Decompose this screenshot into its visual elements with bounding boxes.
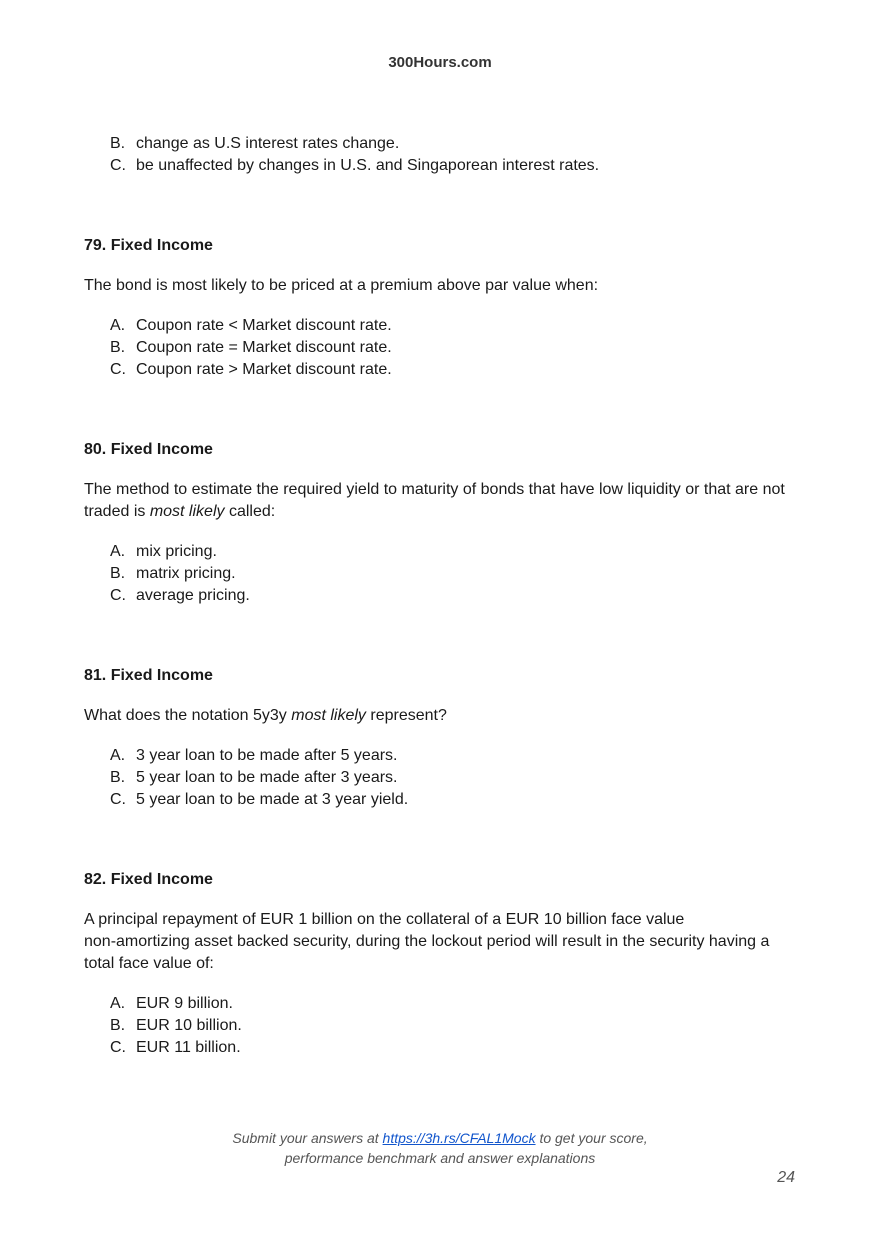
option-b: [84, 337, 796, 359]
option-text: Coupon rate > Market discount rate.: [136, 361, 392, 378]
option-letter: C.: [110, 791, 126, 808]
footer-text: to get your score,: [535, 1130, 648, 1146]
question-79: [84, 235, 796, 381]
option-list: [84, 541, 796, 607]
option-c: [84, 1037, 796, 1059]
option-text: EUR 9 billion.: [136, 995, 233, 1012]
option-text: Coupon rate = Market discount rate.: [136, 339, 392, 356]
stem-line-1: A principal repayment of EUR 1 billion on the collateral of a EUR 10 billion face value: [84, 911, 685, 928]
option-letter: B.: [110, 339, 126, 356]
question-title: 81. Fixed Income: [84, 667, 213, 684]
site-header: 300Hours.com: [388, 54, 492, 71]
option-text: be unaffected by changes in U.S. and Singaporean interest rates.: [136, 157, 600, 174]
option-letter: A.: [110, 995, 126, 1012]
footer-text: Submit your answers at: [232, 1130, 383, 1146]
footer-line-1: [0, 1128, 880, 1148]
option-text: matrix pricing.: [136, 565, 236, 582]
option-text: 5 year loan to be made at 3 year yield.: [136, 791, 409, 808]
option-c: [84, 789, 796, 811]
option-letter: C.: [110, 157, 126, 174]
question-title: 79. Fixed Income: [84, 237, 213, 254]
option-b: [84, 767, 796, 789]
carryover-question: [84, 133, 796, 177]
option-c: [84, 155, 796, 177]
option-list: [84, 315, 796, 381]
option-list: [84, 133, 796, 177]
question-80: [84, 439, 796, 607]
stem-text: represent?: [365, 707, 447, 724]
option-c: [84, 359, 796, 381]
option-letter: A.: [110, 543, 126, 560]
option-letter: A.: [110, 317, 126, 334]
option-a: [84, 315, 796, 337]
option-text: change as U.S interest rates change.: [136, 135, 400, 152]
option-letter: B.: [110, 1017, 126, 1034]
option-letter: C.: [110, 587, 126, 604]
footer-line-2: performance benchmark and answer explanations: [284, 1150, 596, 1166]
mock-exam-link[interactable]: https://3h.rs/CFAL1Mock: [382, 1130, 536, 1146]
option-text: Coupon rate < Market discount rate.: [136, 317, 392, 334]
option-text: EUR 11 billion.: [136, 1039, 241, 1056]
question-stem: The bond is most likely to be priced at a premium above par value when:: [84, 277, 599, 294]
option-list: [84, 993, 796, 1059]
page-number: 24: [777, 1169, 795, 1186]
stem-text: called:: [224, 503, 276, 520]
option-c: [84, 585, 796, 607]
stem-line-2: non-amortizing asset backed security, during the lockout period will result in the security having a total face value of:: [84, 933, 770, 972]
question-stem: [84, 705, 796, 727]
stem-text: What does the notation 5y3y: [84, 707, 292, 724]
question-stem: [84, 909, 796, 975]
page-footer: [0, 1128, 880, 1168]
stem-text: The method to estimate the required yield to maturity of bonds that have low liquidity or that are not traded is: [84, 481, 785, 520]
option-letter: B.: [110, 135, 126, 152]
option-text: 5 year loan to be made after 3 years.: [136, 769, 398, 786]
option-text: 3 year loan to be made after 5 years.: [136, 747, 398, 764]
option-letter: A.: [110, 747, 126, 764]
page-content: [84, 133, 796, 1059]
option-a: [84, 993, 796, 1015]
option-letter: C.: [110, 361, 126, 378]
option-list: [84, 745, 796, 811]
option-b: [84, 1015, 796, 1037]
option-b: [84, 563, 796, 585]
option-a: [84, 541, 796, 563]
option-a: [84, 745, 796, 767]
option-text: average pricing.: [136, 587, 250, 604]
option-letter: B.: [110, 565, 126, 582]
question-title: 80. Fixed Income: [84, 441, 213, 458]
question-title: 82. Fixed Income: [84, 871, 213, 888]
option-letter: C.: [110, 1039, 126, 1056]
question-stem: [84, 479, 796, 523]
option-b: [84, 133, 796, 155]
option-text: EUR 10 billion.: [136, 1017, 242, 1034]
question-82: [84, 869, 796, 1059]
stem-emphasis: most likely: [149, 503, 225, 520]
question-81: [84, 665, 796, 811]
option-letter: B.: [110, 769, 126, 786]
option-text: mix pricing.: [136, 543, 217, 560]
stem-emphasis: most likely: [291, 707, 366, 724]
